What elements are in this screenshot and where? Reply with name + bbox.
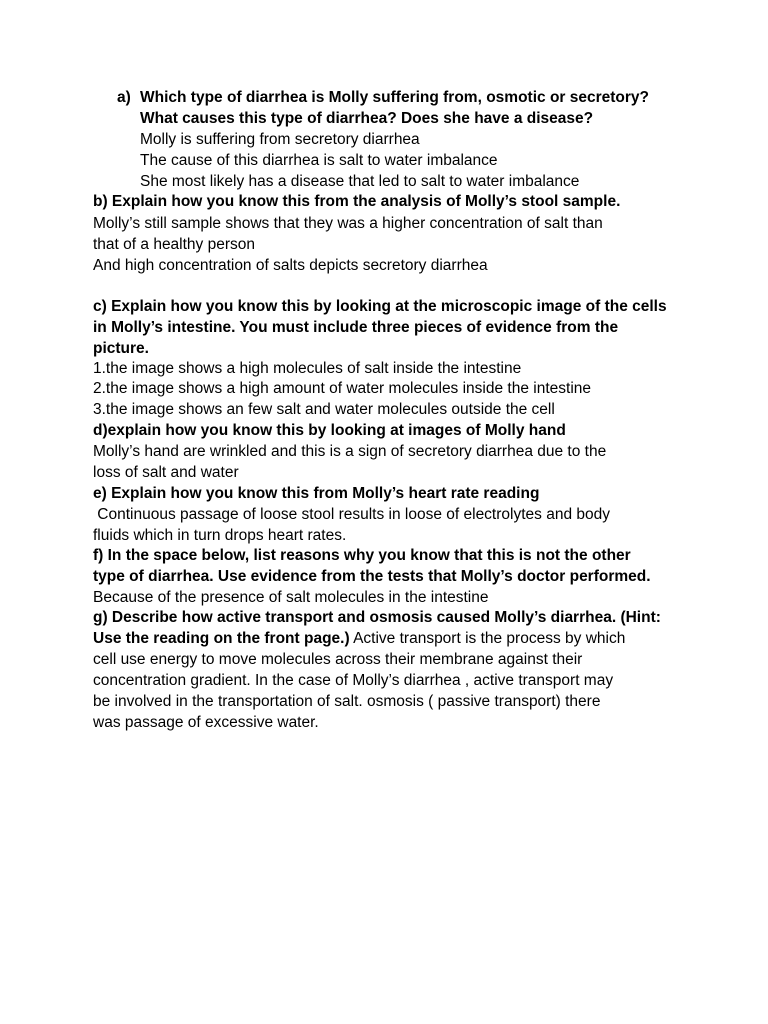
answer-g-inline: Active transport is the process by which xyxy=(349,630,626,647)
question-f-line-2: type of diarrhea. Use evidence from the tests that Molly’s doctor performed. xyxy=(93,568,651,585)
answer-g-line-3: be involved in the transportation of salt. osmosis ( passive transport) there xyxy=(93,693,601,710)
answer-g-line-2: concentration gradient. In the case of Molly’s diarrhea , active transport may xyxy=(93,672,614,689)
answer-c-line-2: 2.the image shows a high amount of water molecules inside the intestine xyxy=(93,380,592,397)
question-a-line-1: Which type of diarrhea is Molly suffering from, osmotic or secretory? xyxy=(140,89,650,106)
question-f-line-1: f) In the space below, list reasons why you know that this is not the other xyxy=(93,547,631,564)
answer-c-line-1: 1.the image shows a high molecules of salt inside the intestine xyxy=(93,360,522,377)
answer-a-line-3: She most likely has a disease that led to salt to water imbalance xyxy=(140,173,580,190)
question-g-line-2: Use the reading on the front page.) xyxy=(93,630,350,647)
answer-g-line-4: was passage of excessive water. xyxy=(93,714,319,731)
question-b: b) Explain how you know this from the analysis of Molly’s stool sample. xyxy=(93,193,621,210)
answer-a-line-1: Molly is suffering from secretory diarrhea xyxy=(140,131,420,148)
answer-e-line-1: Continuous passage of loose stool results in loose of electrolytes and body xyxy=(93,506,610,523)
question-g-line-2-wrapper xyxy=(93,628,625,649)
question-c-line-2: in Molly’s intestine. You must include three pieces of evidence from the xyxy=(93,319,619,336)
question-g-line-1: g) Describe how active transport and osmosis caused Molly’s diarrhea. (Hint: xyxy=(93,609,661,626)
answer-b-line-1: Molly’s still sample shows that they was a higher concentration of salt than xyxy=(93,215,603,232)
question-c-line-3: picture. xyxy=(93,340,149,357)
answer-e-line-2: fluids which in turn drops heart rates. xyxy=(93,527,347,544)
question-a-line-2: What causes this type of diarrhea? Does she have a disease? xyxy=(140,110,594,127)
answer-f-line-1: Because of the presence of salt molecules in the intestine xyxy=(93,589,489,606)
answer-d-line-1: Molly’s hand are wrinkled and this is a sign of secretory diarrhea due to the xyxy=(93,443,607,460)
answer-b-line-2: that of a healthy person xyxy=(93,236,256,253)
question-e: e) Explain how you know this from Molly’s heart rate reading xyxy=(93,485,540,502)
answer-a-line-2: The cause of this diarrhea is salt to water imbalance xyxy=(140,152,498,169)
question-d: d)explain how you know this by looking at images of Molly hand xyxy=(93,422,566,439)
answer-c-line-3: 3.the image shows an few salt and water molecules outside the cell xyxy=(93,401,555,418)
question-c-line-1: c) Explain how you know this by looking at the microscopic image of the cells xyxy=(93,298,667,315)
answer-d-line-2: loss of salt and water xyxy=(93,464,239,481)
answer-g-line-1: cell use energy to move molecules across their membrane against their xyxy=(93,651,583,668)
answer-b-line-3: And high concentration of salts depicts secretory diarrhea xyxy=(93,257,488,274)
question-a-label: a) xyxy=(117,89,131,106)
